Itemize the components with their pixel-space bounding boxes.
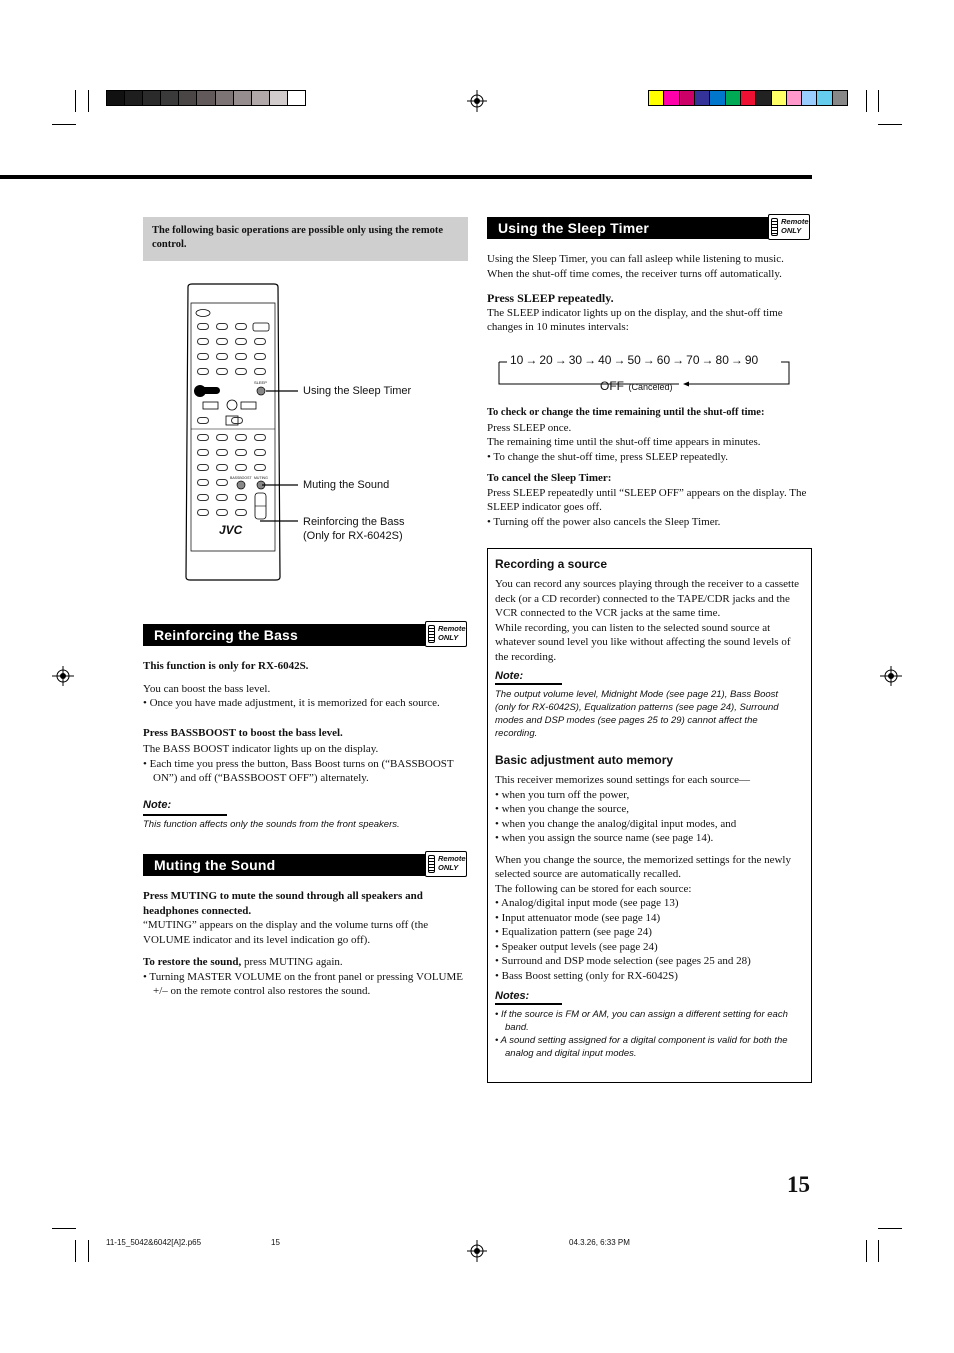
sleep-sequence-value: 50: [627, 353, 641, 367]
sleep-cancel1: Press SLEEP repeatedly until “SLEEP OFF” appears on the display. The SLEEP indicator goes off.: [487, 486, 807, 513]
arrow-right-icon: →: [642, 353, 655, 367]
remote-button: [197, 509, 209, 516]
remote-button: [197, 323, 209, 330]
intro-text: The following basic operations are possible only using the remote control.: [152, 225, 444, 250]
registration-mark-right: [880, 666, 902, 686]
recording-heading: Recording a source: [495, 557, 608, 571]
remote-button: [235, 353, 247, 360]
sleep-sequence-value: 80: [715, 353, 729, 367]
memory-list-item: • Input attenuator mode (see page 14): [495, 911, 661, 924]
registration-mark-bottom: [467, 1240, 487, 1262]
remote-button: [254, 353, 266, 360]
sleep-intro: Using the Sleep Timer, you can fall asleep while listening to music. When the shut-off time comes, the receiver turns off automatically.: [487, 253, 784, 280]
recording-p2: While recording, you can listen to the selected sound source at whatever sound level you like without affecting the sound levels of the recording.: [495, 621, 791, 663]
sleep-off-label: OFF (Canceled): [600, 379, 673, 393]
recording-p1: You can record any sources playing through the receiver to a cassette deck (or a CD recorder) connected to the TAPE/CDR jacks and the VCR connected to the VCR jacks at the same time.: [495, 578, 800, 619]
color-swatch: [649, 91, 663, 105]
remote-only-badge-bass: Remote ONLY: [425, 621, 467, 647]
sleep-sequence-value: 70: [686, 353, 700, 367]
callout-bass: [303, 515, 405, 543]
color-swatch: [816, 91, 831, 105]
remote-jvc-logo: JVC: [219, 523, 243, 537]
memory-list-item: • when you turn off the power,: [495, 788, 630, 801]
gray-swatch: [233, 91, 251, 105]
muting-bullet1: • Turning MASTER VOLUME on the front panel or pressing VOLUME +/– on the remote control also restores the sound.: [143, 970, 463, 997]
remote-button: [254, 338, 266, 345]
remote-button: [197, 368, 209, 375]
sleep-sequence-value: 10: [510, 353, 524, 367]
sleep-check-cancel: [487, 406, 812, 529]
remote-button: [216, 509, 228, 516]
sleep-sequence-value: 30: [568, 353, 583, 367]
sleep-section-header: Using the Sleep Timer: [487, 217, 768, 239]
arrow-right-icon: →: [584, 353, 597, 367]
remote-button: [216, 464, 228, 471]
sleep-check2: The remaining time until the shut-off time appears in minutes.: [487, 436, 761, 448]
remote-button: [235, 368, 247, 375]
callout-muting: Muting the Sound: [303, 479, 390, 491]
remote-button: [197, 479, 209, 486]
recording-note-text: The output volume level, Midnight Mode (see page 21), Bass Boost (only for RX-6042S), Equalization patterns (see page 24), Surround modes and DSP modes (see pages 25 to 29) cannot affect the recording.: [495, 689, 779, 739]
color-calibration-bar: [648, 90, 848, 106]
memory-heading: Basic adjustment auto memory: [495, 753, 674, 767]
callout-bass-line1: Reinforcing the Bass: [303, 516, 405, 528]
arrow-right-icon: →: [672, 353, 685, 367]
bass-p2: The BASS BOOST indicator lights up on the display.: [143, 743, 379, 755]
arrow-right-icon: →: [525, 353, 538, 367]
remote-button: [235, 464, 247, 471]
sleep-press: Press SLEEP repeatedly.: [487, 291, 614, 305]
memory-list-item: • when you change the analog/digital input modes, and: [495, 817, 737, 830]
remote-button: [197, 464, 209, 471]
memory-p2: When you change the source, the memorized settings for the newly selected source are automatically recalled.: [495, 853, 791, 880]
memory-list-1: [495, 788, 800, 846]
top-rule: [0, 175, 812, 179]
remote-button: [216, 368, 228, 375]
bass-bullet2: • Each time you press the button, Bass Boost turns on (“BASSBOOST ON”) and off (“BASSBOOST OFF”) alternately.: [143, 757, 454, 784]
remote-button: [235, 338, 247, 345]
memory-list-item: • Surround and DSP mode selection (see pages 25 and 28): [495, 955, 751, 967]
callout-sleep: Using the Sleep Timer: [303, 385, 412, 397]
remote-button: [216, 434, 228, 441]
gray-swatch: [178, 91, 196, 105]
gray-swatch: [160, 91, 178, 105]
sleep-sequence-values: [510, 353, 758, 367]
gray-swatch: [287, 91, 305, 105]
registration-mark-top: [467, 90, 487, 112]
color-swatch: [771, 91, 786, 105]
bass-section-header: Reinforcing the Bass: [143, 624, 425, 646]
memory-list-item: • Bass Boost setting (only for RX-6042S): [495, 969, 678, 982]
sleep-sequence-value: 40: [598, 353, 612, 367]
recording-note-heading: Note:: [495, 670, 524, 682]
muting-p1: “MUTING” appears on the display and the volume turns off (the VOLUME indicator and its level indication go off).: [143, 919, 429, 946]
memory-p1: This receiver memorizes sound settings for each source—: [495, 774, 751, 786]
arrow-right-icon: →: [613, 353, 626, 367]
color-swatch: [679, 91, 694, 105]
footer-file: 11-15_5042&6042[A]2.p65: [106, 1238, 202, 1247]
remote-button: [235, 509, 247, 516]
memory-p3: The following can be stored for each source:: [495, 882, 692, 895]
footer-page: 15: [271, 1238, 280, 1247]
sleep-sequence-value: 90: [744, 353, 759, 367]
memory-list-item: • when you change the source,: [495, 803, 629, 815]
color-swatch: [801, 91, 816, 105]
sleep-section-body: [487, 252, 812, 335]
gray-swatch: [196, 91, 214, 105]
sleep-sequence-value: 20: [539, 353, 553, 367]
memory-list-item: • when you assign the source name (see page 14).: [495, 832, 714, 844]
memory-notes-rule: [495, 1003, 562, 1005]
remote-bassboost-label: BASSBOOST: [230, 476, 252, 480]
color-swatch: [725, 91, 740, 105]
remote-button: [216, 449, 228, 456]
color-swatch: [755, 91, 770, 105]
sleep-check-bullet: • To change the shut-off time, press SLEEP repeatedly.: [487, 450, 729, 463]
memory-notes-list: [495, 1008, 800, 1060]
bass-press: Press BASSBOOST to boost the bass level.: [143, 726, 343, 739]
sleep-cancel-bullet: • Turning off the power also cancels the Sleep Timer.: [487, 515, 721, 528]
bass-section-body: [143, 659, 468, 786]
remote-button: [254, 368, 266, 375]
bass-p1: You can boost the bass level.: [143, 682, 271, 695]
color-swatch: [786, 91, 801, 105]
arrow-right-icon: →: [730, 353, 743, 367]
remote-sleep-label: SLEEP: [254, 380, 267, 385]
recording-box: [487, 548, 812, 1083]
color-swatch: [709, 91, 724, 105]
sleep-p1: The SLEEP indicator lights up on the display, and the shut-off time changes in 10 minutes intervals:: [487, 306, 783, 333]
arrow-right-icon: →: [554, 353, 567, 367]
remote-button: [216, 353, 228, 360]
color-swatch: [832, 91, 847, 105]
registration-mark-left: [52, 666, 74, 686]
bass-note-heading: Note:: [143, 799, 172, 811]
remote-button: [197, 338, 209, 345]
gray-swatch: [107, 91, 124, 105]
muting-section-header: Muting the Sound: [143, 854, 425, 876]
arrow-right-icon: →: [701, 353, 714, 367]
muting-press: Press MUTING to mute the sound through all speakers and headphones connected.: [143, 890, 423, 917]
remote-button: [216, 479, 228, 486]
remote-button: [197, 417, 209, 424]
sleep-check-heading: To check or change the time remaining until the shut-off time:: [487, 407, 765, 418]
bass-only-text: This function is only for RX-6042S.: [143, 660, 309, 672]
muting-restore: To restore the sound, press MUTING again.: [143, 956, 343, 968]
color-swatch: [663, 91, 678, 105]
recording-note-rule: [495, 683, 562, 685]
remote-button: [197, 434, 209, 441]
color-swatch: [740, 91, 755, 105]
memory-note-item: • If the source is FM or AM, you can assign a different setting for each band.: [495, 1009, 788, 1033]
muting-section-body: [143, 889, 468, 999]
remote-button: [235, 449, 247, 456]
remote-button: [197, 494, 209, 501]
intro-box: [143, 217, 468, 261]
memory-list-2: [495, 896, 800, 983]
remote-button: [216, 323, 228, 330]
remote-button: [235, 323, 247, 330]
sleep-sequence-value: 60: [656, 353, 671, 367]
callout-bass-line2: (Only for RX-6042S): [303, 530, 403, 542]
remote-button: [235, 494, 247, 501]
remote-button: [216, 338, 228, 345]
callout-lines: [260, 385, 305, 525]
gray-swatch: [124, 91, 142, 105]
page-number: 15: [787, 1172, 810, 1197]
sleep-cancel-heading: To cancel the Sleep Timer:: [487, 472, 612, 484]
memory-note-item: • A sound setting assigned for a digital component is valid for both the analog and digital input modes.: [495, 1035, 788, 1059]
remote-button: [235, 434, 247, 441]
bass-bullet1: • Once you have made adjustment, it is memorized for each source.: [143, 697, 440, 709]
sleep-sequence-diagram: [497, 352, 792, 392]
color-swatch: [694, 91, 709, 105]
memory-list-item: • Analog/digital input mode (see page 13): [495, 897, 679, 909]
remote-muting-label: MUTING: [254, 476, 268, 480]
gray-swatch: [142, 91, 160, 105]
bass-note-rule: [143, 814, 227, 816]
gray-swatch: [251, 91, 269, 105]
bass-note-text: This function affects only the sounds from the front speakers.: [143, 819, 400, 830]
remote-only-badge-muting: Remote ONLY: [425, 851, 467, 877]
memory-list-item: • Speaker output levels (see page 24): [495, 940, 658, 953]
remote-button: [197, 353, 209, 360]
remote-button: [231, 417, 243, 424]
gray-swatch: [215, 91, 233, 105]
memory-notes-heading: Notes:: [495, 990, 530, 1002]
memory-list-item: • Equalization pattern (see page 24): [495, 926, 652, 938]
grayscale-calibration-bar: [106, 90, 306, 106]
sleep-check1: Press SLEEP once.: [487, 421, 572, 434]
gray-swatch: [269, 91, 287, 105]
footer-date: 04.3.26, 6:33 PM: [569, 1238, 630, 1247]
remote-only-badge-sleep: Remote ONLY: [768, 214, 810, 240]
remote-button: [197, 449, 209, 456]
remote-button: [216, 494, 228, 501]
